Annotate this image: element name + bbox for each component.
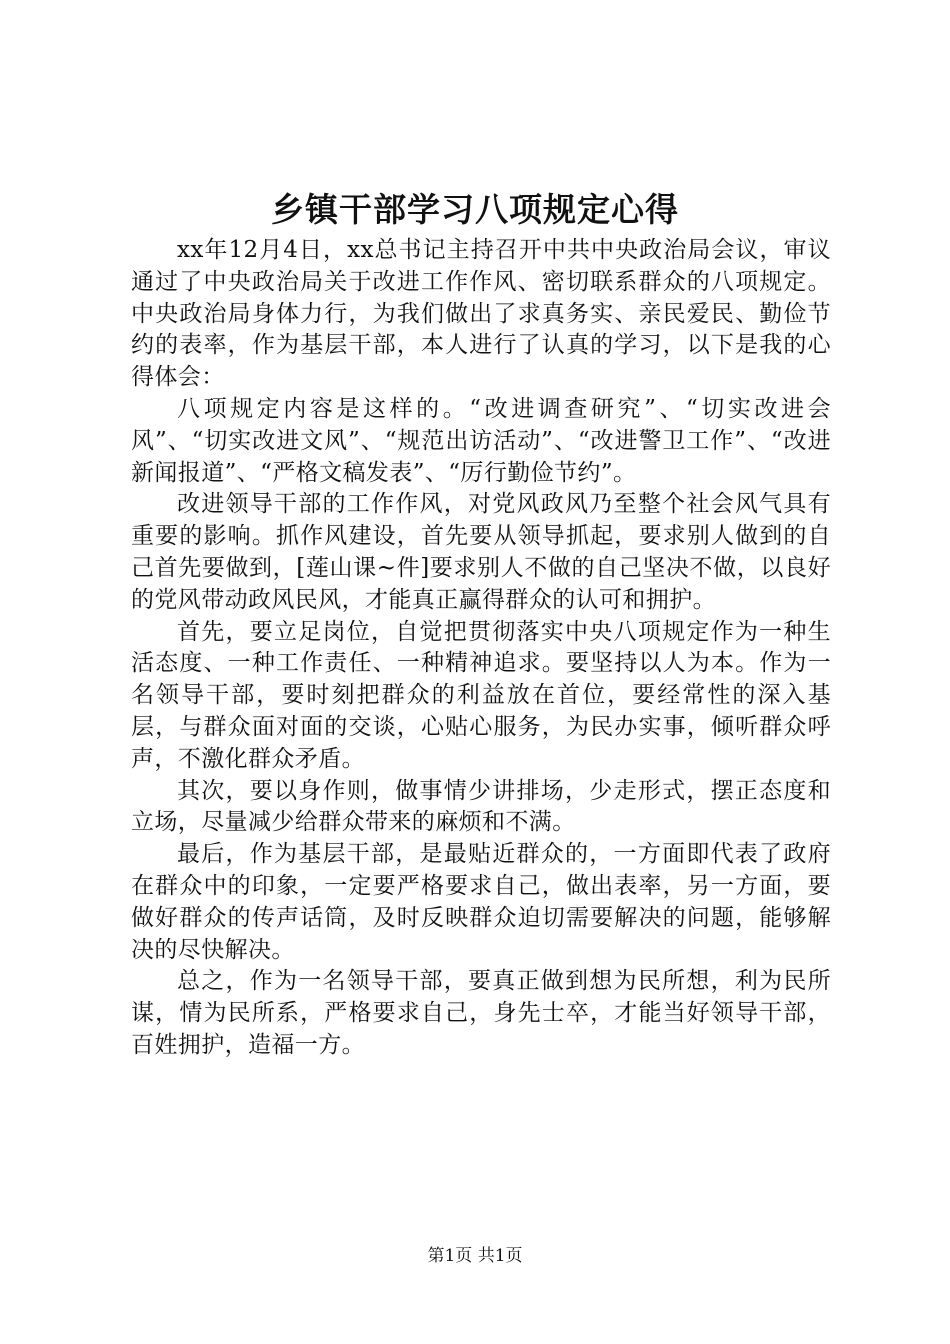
document-title: 乡镇干部学习八项规定心得	[271, 190, 679, 229]
paragraph-second: 其次，要以身作则，做事情少讲排场，少走形式，摆正态度和立场，尽量减少给群众带来的麻烦和不满。	[131, 777, 831, 836]
paragraph-work-style: 改进领导干部的工作作风，对党风政风乃至整个社会风气具有重要的影响。抓作风建设，首先要从领导抓起，要求别人做到的自己首先要做到，[莲山课~件]要求别人不做的自己坚决不做，以良好的党风带动政风民风，才能真正赢得群众的认可和拥护。	[131, 491, 831, 613]
document-body	[131, 235, 831, 1062]
page-footer: 第1页 共1页	[427, 1246, 523, 1266]
paragraph-conclusion: 总之，作为一名领导干部，要真正做到想为民所想，利为民所谋，情为民所系，严格要求自己，身先士卒，才能当好领导干部，百姓拥护，造福一方。	[131, 968, 831, 1058]
paragraph-intro: xx年12月4日，xx总书记主持召开中共中央政治局会议，审议通过了中央政治局关于改进工作作风、密切联系群众的八项规定。中央政治局身体力行，为我们做出了求真务实、亲民爱民、勤俭节约的表率，作为基层干部，本人进行了认真的学习，以下是我的心得体会：	[131, 237, 831, 391]
paragraph-last: 最后，作为基层干部，是最贴近群众的，一方面即代表了政府在群众中的印象，一定要严格要求自己，做出表率，另一方面，要做好群众的传声话筒，及时反映群众迫切需要解决的问题，能够解决的尽快解决。	[131, 841, 831, 963]
paragraph-eight-rules: 八项规定内容是这样的。“改进调查研究”、“切实改进会风”、“切实改进文风”、“规范出访活动”、“改进警卫工作”、“改进新闻报道”、“严格文稿发表”、“厉行勤俭节约”。	[131, 395, 831, 486]
paragraph-first: 首先，要立足岗位，自觉把贯彻落实中央八项规定作为一种生活态度、一种工作责任、一种精神追求。要坚持以人为本。作为一名领导干部，要时刻把群众的利益放在首位，要经常性的深入基层，与群众面对面的交谈，心贴心服务，为民办实事，倾听群众呼声，不激化群众矛盾。	[131, 618, 831, 772]
